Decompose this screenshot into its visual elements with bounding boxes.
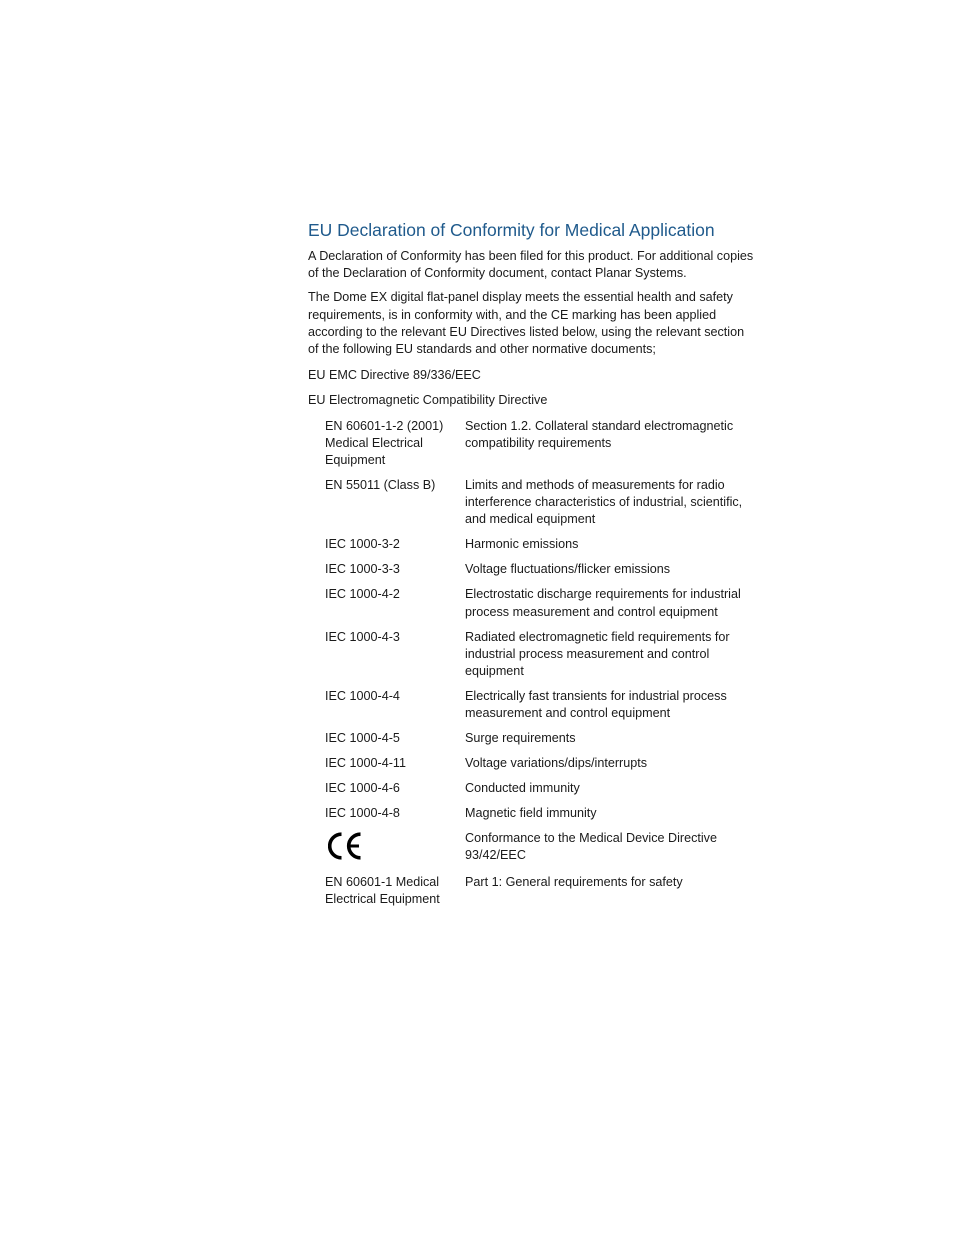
table-row — [325, 561, 754, 578]
standard-code: IEC 1000-4-8 — [325, 806, 400, 821]
standard-code: IEC 1000-4-11 — [325, 756, 406, 771]
standard-code: EN 55011 (Class B) — [325, 478, 436, 493]
standard-description: Magnetic field immunity — [465, 806, 597, 821]
standard-code: IEC 1000-3-2 — [325, 537, 400, 552]
standards-table — [325, 418, 754, 909]
intro-paragraph: A Declaration of Conformity has been filed for this product. For additional copies of the Declaration of Conformity document, contact Planar Systems. — [308, 249, 754, 281]
document-section — [308, 218, 754, 916]
standard-description: Electrostatic discharge requirements for industrial process measurement and control equipment — [465, 587, 741, 619]
section-title: EU Declaration of Conformity for Medical Application — [308, 220, 715, 240]
ce-row — [325, 830, 754, 866]
standard-code: IEC 1000-4-2 — [325, 587, 400, 602]
standard-description: Voltage fluctuations/flicker emissions — [465, 562, 671, 577]
standard-code: IEC 1000-3-3 — [325, 562, 400, 577]
standard-code: IEC 1000-4-5 — [325, 731, 400, 746]
table-row — [325, 755, 754, 772]
table-row — [325, 536, 754, 553]
standard-description: Part 1: General requirements for safety — [465, 875, 683, 890]
ce-mark-cell — [325, 830, 465, 866]
standard-description: Limits and methods of measurements for radio interference characteristics of industrial, scientific, and medical equipment — [465, 478, 743, 527]
table-row — [325, 805, 754, 822]
table-row — [325, 780, 754, 797]
table-row — [325, 688, 754, 722]
table-row — [325, 874, 754, 908]
table-row — [325, 418, 754, 470]
standard-description: Surge requirements — [465, 731, 576, 746]
electromagnetic-directive: EU Electromagnetic Compatibility Directive — [308, 393, 548, 408]
conformity-paragraph: The Dome EX digital flat-panel display meets the essential health and safety requirements, is in conformity with, and the CE marking has been applied according to the relevant EU Directives listed below, using the relevant section of the following EU standards and other normative documents; — [308, 290, 745, 357]
standard-code: IEC 1000-4-6 — [325, 781, 400, 796]
ce-mark-icon — [328, 831, 364, 861]
standard-code: EN 60601-1-2 (2001) Medical Electrical Equipment — [325, 418, 444, 468]
standard-description: Harmonic emissions — [465, 537, 579, 552]
standard-description: Section 1.2. Collateral standard electromagnetic compatibility requirements — [465, 418, 734, 450]
table-row — [325, 586, 754, 620]
table-row — [325, 629, 754, 681]
table-row — [325, 730, 754, 747]
standard-description: Conformance to the Medical Device Directive 93/42/EEC — [465, 831, 717, 863]
standard-description: Conducted immunity — [465, 781, 580, 796]
table-row — [325, 477, 754, 529]
standard-description: Electrically fast transients for industrial process measurement and control equipment — [465, 689, 727, 721]
standard-code: IEC 1000-4-3 — [325, 629, 400, 644]
standard-code: EN 60601-1 Medical Electrical Equipment — [325, 875, 440, 907]
standard-code: IEC 1000-4-4 — [325, 689, 400, 704]
emc-directive: EU EMC Directive 89/336/EEC — [308, 368, 481, 383]
standard-description: Radiated electromagnetic field requirements for industrial process measurement and control equipment — [465, 629, 730, 679]
standard-description: Voltage variations/dips/interrupts — [465, 756, 648, 771]
